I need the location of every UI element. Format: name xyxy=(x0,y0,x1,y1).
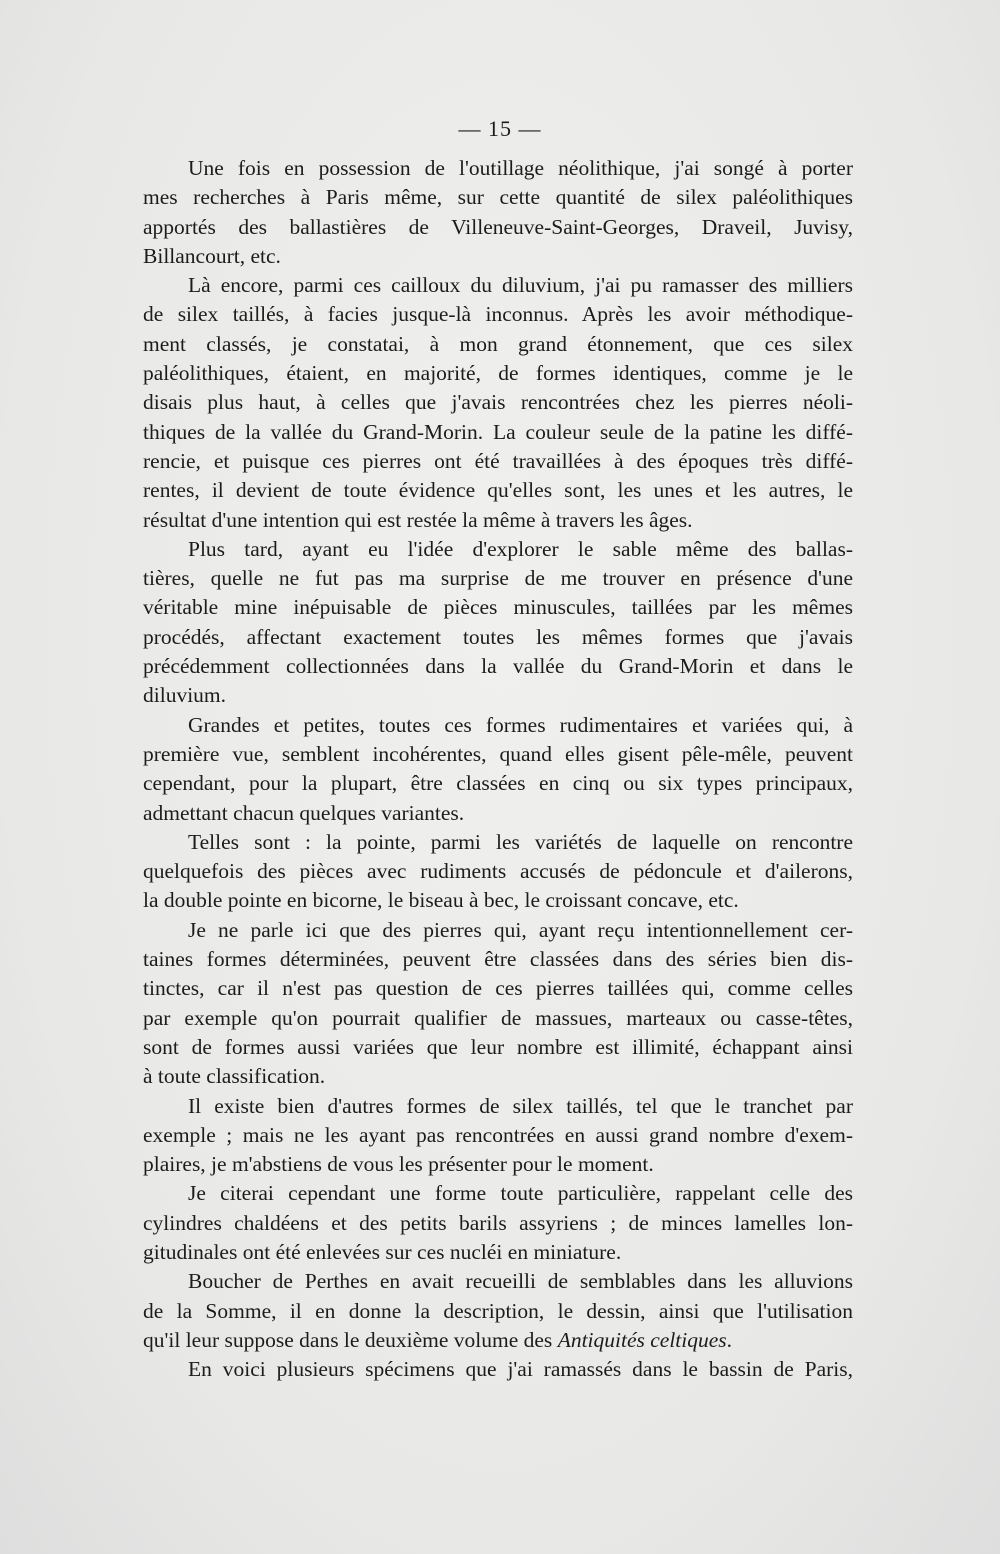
text-line-content: gitudinales ont été enlevées sur ces nucléi en miniature. xyxy=(143,1239,622,1264)
text-line-content: de la Somme, il en donne la description, le dessin, ainsi que l'utilisation xyxy=(143,1298,853,1323)
text-line xyxy=(143,857,853,886)
text-line xyxy=(143,388,853,417)
text-line xyxy=(143,1062,853,1091)
text-line xyxy=(143,242,853,271)
text-line xyxy=(143,447,853,476)
text-line-content: de silex taillés, à facies jusque-là inconnus. Après les avoir méthodique- xyxy=(143,302,853,327)
text-line xyxy=(143,945,853,974)
text-line-content: Grandes et petites, toutes ces formes rudimentaires et variées qui, à xyxy=(188,712,853,737)
text-line-content: la double pointe en bicorne, le biseau à bec, le croissant concave, etc. xyxy=(143,888,739,913)
text-line xyxy=(143,828,853,857)
text-line-content: Je ne parle ici que des pierres qui, ayant reçu intentionnellement cer- xyxy=(188,917,853,942)
text-line xyxy=(143,593,853,622)
text-line-content: sont de formes aussi variées que leur nombre est illimité, échappant ainsi xyxy=(143,1034,853,1059)
text-line-content: à toute classification. xyxy=(143,1064,326,1089)
text-line-content: tières, quelle ne fut pas ma surprise de me trouver en présence d'une xyxy=(143,566,853,591)
text-line-content: Billancourt, etc. xyxy=(143,243,281,268)
text-line-content: Boucher de Perthes en avait recueilli de semblables dans les alluvions xyxy=(188,1269,853,1294)
text-line-content: taines formes déterminées, peuvent être classées dans des séries bien dis- xyxy=(143,947,853,972)
text-line xyxy=(143,213,853,242)
text-line xyxy=(143,1297,853,1326)
text-line-content: plaires, je m'abstiens de vous les présenter pour le moment. xyxy=(143,1152,654,1177)
text-line xyxy=(143,681,853,710)
text-line-content: Il existe bien d'autres formes de silex taillés, tel que le tranchet par xyxy=(188,1093,853,1118)
page-number: — 15 — xyxy=(458,116,542,141)
text-line-content: véritable mine inépuisable de pièces minuscules, taillées par les mêmes xyxy=(143,595,853,620)
text-line xyxy=(143,506,853,535)
italic-title: Antiquités celtiques xyxy=(557,1327,727,1352)
text-line-content: résultat d'une intention qui est restée la même à travers les âges. xyxy=(143,507,693,532)
text-line xyxy=(143,652,853,681)
text-line xyxy=(143,623,853,652)
text-line-content: Je citerai cependant une forme toute particulière, rappelant celle des xyxy=(188,1181,853,1206)
text-line-content: diluvium. xyxy=(143,683,227,708)
text-line-content: Là encore, parmi ces cailloux du diluvium, j'ai pu ramasser des milliers xyxy=(188,273,853,298)
text-line xyxy=(143,271,853,300)
text-line xyxy=(143,1121,853,1150)
text-line-content: quelquefois des pièces avec rudiments accusés de pédoncule et d'ailerons, xyxy=(143,859,853,884)
text-line-content: disais plus haut, à celles que j'avais rencontrées chez les pierres néoli- xyxy=(143,390,853,415)
text-line xyxy=(143,916,853,945)
text-line-content: Plus tard, ayant eu l'idée d'explorer le sable même des ballas- xyxy=(188,536,853,561)
text-line-content: par exemple qu'on pourrait qualifier de massues, marteaux ou casse-têtes, xyxy=(143,1005,853,1030)
text-line xyxy=(143,711,853,740)
text-line xyxy=(143,974,853,1003)
text-line-content: admettant chacun quelques variantes. xyxy=(143,800,465,825)
text-line-content: En voici plusieurs spécimens que j'ai ramassés dans le bassin de Paris, xyxy=(188,1357,853,1382)
text-line-content: cylindres chaldéens et des petits barils assyriens ; de minces lamelles lon- xyxy=(143,1210,853,1235)
text-line xyxy=(143,535,853,564)
text-line xyxy=(143,1355,853,1384)
text-line-content: qu'il leur suppose dans le deuxième volume des xyxy=(143,1327,558,1352)
text-line xyxy=(143,154,853,183)
text-line-content: paléolithiques, étaient, en majorité, de formes identiques, comme je le xyxy=(143,361,853,386)
text-line-content: tinctes, car il n'est pas question de ces pierres taillées qui, comme celles xyxy=(143,976,853,1001)
text-line-content: apportés des ballastières de Villeneuve-Saint-Georges, Draveil, Juvisy, xyxy=(143,214,853,239)
text-line xyxy=(143,418,853,447)
text-line-content: précédemment collectionnées dans la vallée du Grand-Morin et dans le xyxy=(143,654,853,679)
text-line-content: première vue, semblent incohérentes, quand elles gisent pêle-mêle, peuvent xyxy=(143,741,853,766)
text-line xyxy=(143,1179,853,1208)
text-line xyxy=(143,1267,853,1296)
text-line-content: procédés, affectant exactement toutes les mêmes formes que j'avais xyxy=(143,624,853,649)
text-line-content: rencie, et puisque ces pierres ont été travaillées à des époques très diffé- xyxy=(143,448,853,473)
text-line xyxy=(143,1033,853,1062)
text-line xyxy=(143,183,853,212)
text-line xyxy=(143,330,853,359)
text-line-content: Telles sont : la pointe, parmi les variétés de laquelle on rencontre xyxy=(188,829,853,854)
punctuation: . xyxy=(726,1327,733,1352)
text-line xyxy=(143,564,853,593)
text-line-content: Une fois en possession de l'outillage néolithique, j'ai songé à porter xyxy=(188,156,853,180)
text-line xyxy=(143,1150,853,1179)
text-line xyxy=(143,799,853,828)
body-text xyxy=(143,154,853,1384)
text-line-content: exemple ; mais ne les ayant pas rencontrées en aussi grand nombre d'exem- xyxy=(143,1122,853,1147)
text-line-content: cependant, pour la plupart, être classées en cinq ou six types principaux, xyxy=(143,771,853,796)
text-line xyxy=(143,886,853,915)
text-line xyxy=(143,740,853,769)
text-line xyxy=(143,1092,853,1121)
text-line-content: mes recherches à Paris même, sur cette quantité de silex paléolithiques xyxy=(143,185,853,210)
text-line xyxy=(143,359,853,388)
text-line xyxy=(143,1004,853,1033)
text-line-content: rentes, il devient de toute évidence qu'elles sont, les unes et les autres, le xyxy=(143,478,853,503)
text-line xyxy=(143,1209,853,1238)
text-line xyxy=(143,769,853,798)
text-line-content: ment classés, je constatai, à mon grand étonnement, que ces silex xyxy=(143,331,853,356)
text-line xyxy=(143,300,853,329)
text-line xyxy=(143,1326,853,1355)
text-line-content: thiques de la vallée du Grand-Morin. La couleur seule de la patine les diffé- xyxy=(143,419,853,444)
text-line xyxy=(143,476,853,505)
text-line xyxy=(143,1238,853,1267)
